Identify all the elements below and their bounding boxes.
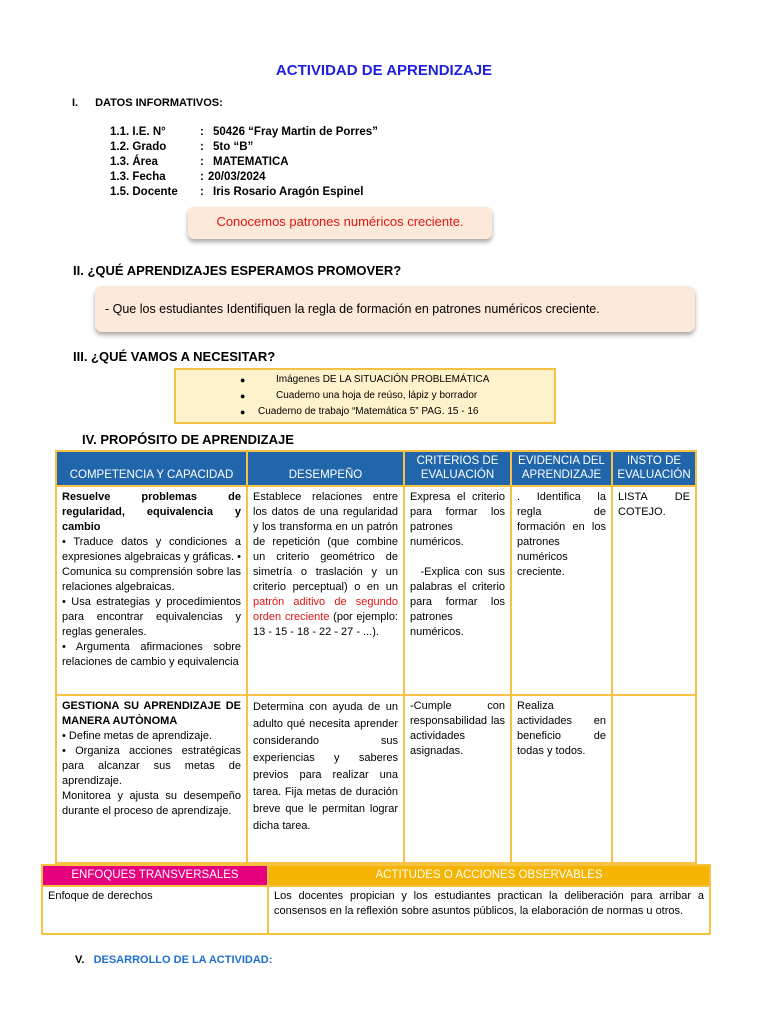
criterio-item: -Explica con sus palabras el criterio para formar los patrones numéricos. [410, 566, 509, 638]
cell-enfoque: Enfoque de derechos [42, 886, 268, 934]
header-enfoques: ENFOQUES TRANSVERSALES [42, 865, 268, 886]
list-item: ● Cuaderno de trabajo “Matemática 5” PAG. 15 - 16 [240, 406, 479, 417]
info-value: 5to “B” [213, 141, 254, 153]
cell-instrumento: LISTA DE COTEJO. [612, 486, 696, 695]
desempeno-highlight: patrón aditivo de segundo orden creciente [253, 596, 398, 623]
section-1-heading [72, 97, 223, 109]
info-key: 1.5. Docente [110, 186, 178, 198]
header-instrumento: INSTO DE EVALUACIÓN [612, 451, 696, 486]
cell-competencia [56, 695, 247, 863]
table-row [56, 695, 696, 863]
cell-criterios: -Cumple con responsabilidad las actividades asignadas. [404, 695, 511, 863]
table-header-row [56, 451, 696, 486]
capacidad-item: • Traduce datos y condiciones a expresiones algebraicas y gráficas. • Comunica su comprensión sobre las relaciones algebraicas. [62, 536, 241, 593]
info-row-area: 1.3. Área : MATEMATICA [110, 156, 289, 168]
section-5-label: DESARROLLO DE LA ACTIVIDAD: [93, 954, 273, 966]
section-5-number: V. [75, 954, 85, 966]
list-item: ● Cuaderno una hoja de reúso, lápiz y borrador [240, 390, 478, 401]
desempeno-text: Establece relaciones entre los datos de una regularidad y los transforma en un patrón de repetición (que combine un criterio geométrico de simetría o traslación y un criterio perceptual) o en un [253, 491, 398, 593]
cell-evidencia: . Identifica la regla de formación en los patrones numéricos creciente. [511, 486, 612, 695]
info-row-ie: 1.1. I.E. N° : 50426 “Fray Martin de Porres” [110, 126, 378, 138]
info-row-grado: 1.2. Grado : 5to “B” [110, 141, 254, 153]
header-criterios: CRITERIOS DE EVALUACIÓN [404, 451, 511, 486]
cell-desempeno: Determina con ayuda de un adulto qué necesita aprender considerando sus experiencias y saberes previos para realizar una tarea. Fija metas de duración breve que le permitan lograr dicha tarea. [247, 695, 404, 863]
page-title: ACTIVIDAD DE APRENDIZAJE [275, 62, 493, 79]
section-5-heading [75, 954, 272, 966]
header-competencia: COMPETENCIA Y CAPACIDAD [56, 451, 247, 486]
cell-desempeno [247, 486, 404, 695]
competencia-title: GESTIONA SU APRENDIZAJE DE MANERA AUTÒNOMA [62, 700, 241, 727]
activity-title-box: Conocemos patrones numéricos creciente. [188, 207, 492, 239]
section-3-heading: III. ¿QUÉ VAMOS A NECESITAR? [73, 349, 276, 364]
table-row [56, 486, 696, 695]
competencia-title: Resuelve problemas de regularidad, equivalencia y cambio [62, 491, 241, 533]
section-4-heading: IV. PROPÓSITO DE APRENDIZAJE [82, 432, 294, 447]
capacidad-item: • Usa estrategias y procedimientos para encontrar equivalencias y reglas generales. [62, 596, 241, 638]
info-value: 20/03/2024 [208, 171, 266, 183]
info-key: 1.3. Fecha [110, 171, 166, 183]
learning-goal-box [95, 286, 695, 332]
info-row-fecha: 1.3. Fecha : 20/03/2024 [110, 171, 266, 183]
capacidad-item: • Organiza acciones estratégicas para alcanzar sus metas de aprendizaje. [62, 745, 241, 787]
section-1-number: I. [72, 97, 79, 109]
cell-actitudes: Los docentes propician y los estudiantes practican la deliberación para arribar a consensos en la reflexión sobre asuntos públicos, la elaboración de normas u otros. [268, 886, 710, 934]
capacidad-item: Monitorea y ajusta su desempeño durante el proceso de aprendizaje. [62, 790, 241, 817]
info-value: MATEMATICA [213, 156, 289, 168]
section-2-heading: II. ¿QUÉ APRENDIZAJES ESPERAMOS PROMOVER? [73, 263, 402, 278]
desempeno-text-end: (por ejemplo: 13 - 15 - 18 - 22 - 27 - ...). [253, 611, 398, 638]
table-row [42, 886, 710, 934]
header-actitudes: ACTITUDES O ACCIONES OBSERVABLES [268, 865, 710, 886]
capacidad-item: • Define metas de aprendizaje. [62, 730, 212, 742]
enfoques-table [41, 864, 711, 935]
materials-list [176, 370, 554, 420]
info-row-docente: 1.5. Docente : Iris Rosario Aragón Espinel [110, 186, 364, 198]
info-key: 1.3. Área [110, 156, 158, 168]
info-value: 50426 “Fray Martin de Porres” [213, 126, 378, 138]
materials-box [174, 368, 556, 424]
cell-evidencia: Realiza actividades en beneficio de todas y todos. [511, 695, 612, 863]
learning-goal-text: - Que los estudiantes Identifiquen la regla de formación en patrones numéricos creciente. [105, 302, 600, 316]
info-key: 1.2. Grado [110, 141, 167, 153]
info-value: Iris Rosario Aragón Espinel [213, 186, 364, 198]
cell-criterios [404, 486, 511, 695]
header-desempeno: DESEMPEÑO [247, 451, 404, 486]
info-key: 1.1. I.E. N° [110, 126, 166, 138]
cell-instrumento [612, 695, 696, 863]
cell-competencia [56, 486, 247, 695]
list-item: ● Imágenes DE LA SITUACIÓN PROBLEMÁTICA [240, 374, 490, 385]
header-evidencia: EVIDENCIA DEL APRENDIZAJE [511, 451, 612, 486]
purpose-table [55, 450, 697, 864]
capacidad-item: • Argumenta afirmaciones sobre relaciones de cambio y equivalencia [62, 641, 241, 668]
enfoques-header-row [42, 865, 710, 886]
section-1-label: DATOS INFORMATIVOS: [95, 97, 223, 109]
criterio-item: Expresa el criterio para formar los patrones numéricos. [410, 491, 505, 548]
